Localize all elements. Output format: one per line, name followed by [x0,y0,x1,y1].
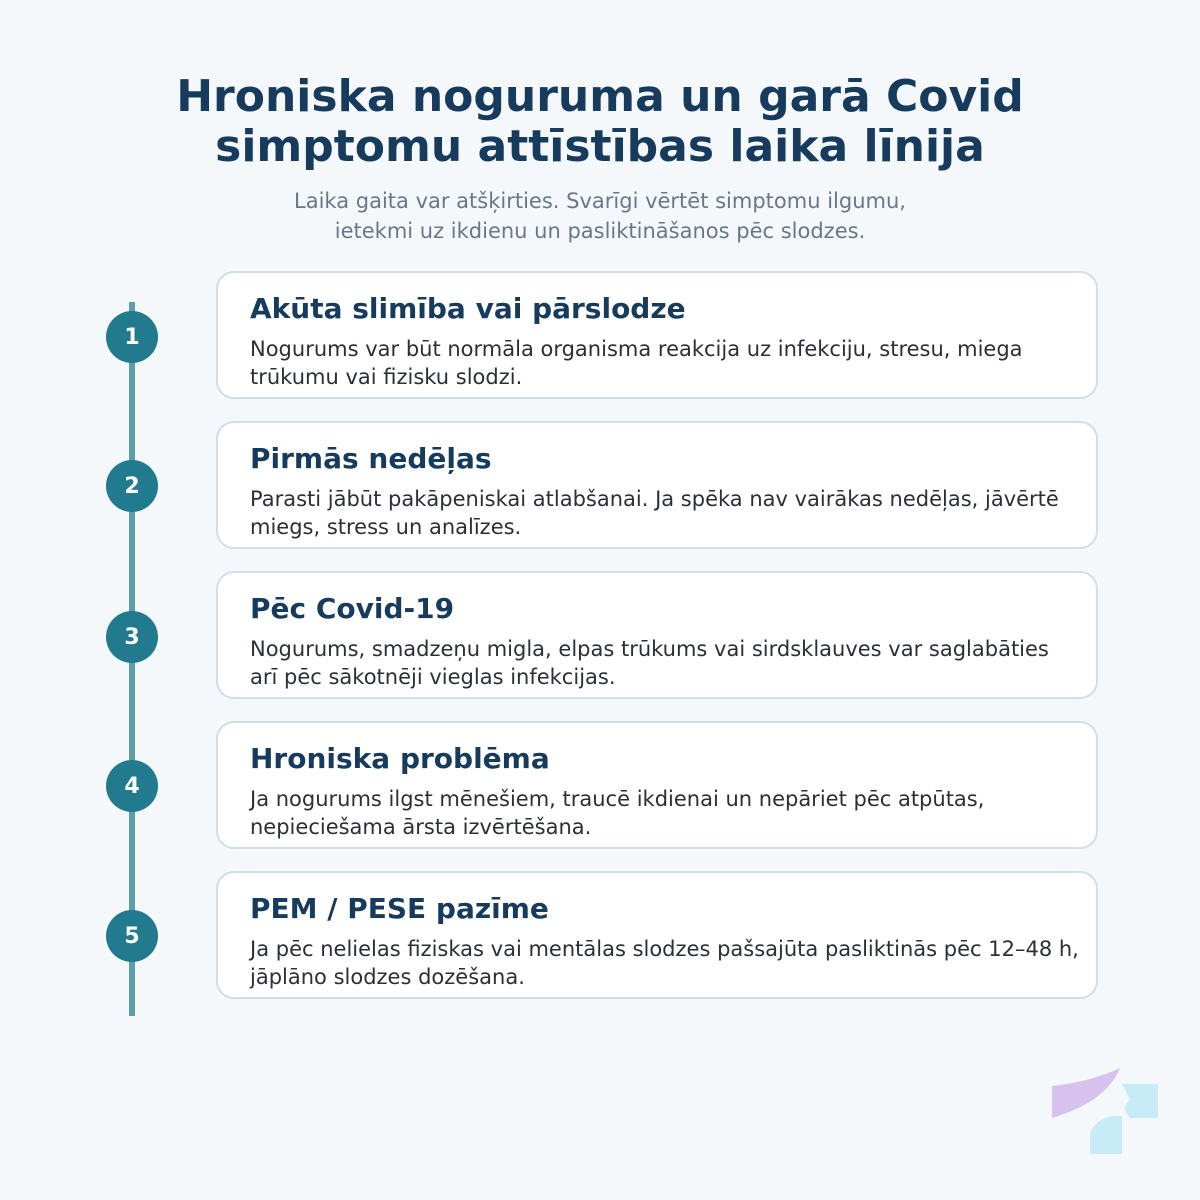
page-subtitle-line-1: Laika gaita var atšķirties. Svarīgi vērtēt simptomu ilgumu, [294,189,906,213]
card-title: Pēc Covid-19 [250,592,455,625]
timeline-card [216,571,1098,699]
card-description: Nogurums, smadzeņu migla, elpas trūkums vai sirdsklauves var saglabāties arī pēc sākotnēji vieglas infekcijas. [250,637,1049,689]
page-subtitle-line-2: ietekmi uz ikdienu un pasliktināšanos pēc slodzes. [334,219,866,243]
card-description: Ja pēc nelielas fiziskas vai mentālas slodzes pašsajūta pasliktinās pēc 12–48 h, jāplāno slodzes dozēšana. [250,937,1079,989]
card-title: PEM / PESE pazīme [250,892,549,925]
card-title: Hroniska problēma [250,742,550,775]
card-title: Pirmās nedēļas [250,442,492,475]
card-description: Nogurums var būt normāla organisma reakcija uz infekciju, stresu, miega trūkumu vai fizisku slodzi. [250,337,1023,389]
step-number-badge: 1 [106,311,158,363]
page-title-line-1: Hroniska noguruma un garā Covid [176,71,1024,122]
page-title-line-2: simptomu attīstības laika līnija [215,121,985,172]
page-subtitle [0,186,1200,246]
step-number-badge: 2 [106,460,158,512]
step-number-badge: 5 [106,910,158,962]
timeline-card [216,271,1098,399]
page-title [0,72,1200,172]
card-description: Parasti jābūt pakāpeniskai atlabšanai. Ja spēka nav vairākas nedēļas, jāvērtē miegs, stress un analīzes. [250,487,1059,539]
step-number-badge: 3 [106,611,158,663]
timeline-card [216,721,1098,849]
card-description: Ja nogurums ilgst mēnešiem, traucē ikdienai un nepāriet pēc atpūtas, nepieciešama ārsta izvērtēšana. [250,787,985,839]
timeline-card [216,421,1098,549]
card-title: Akūta slimība vai pārslodze [250,292,686,325]
timeline-card [216,871,1098,999]
brand-logo-icon [1050,1068,1160,1158]
step-number-badge: 4 [106,760,158,812]
